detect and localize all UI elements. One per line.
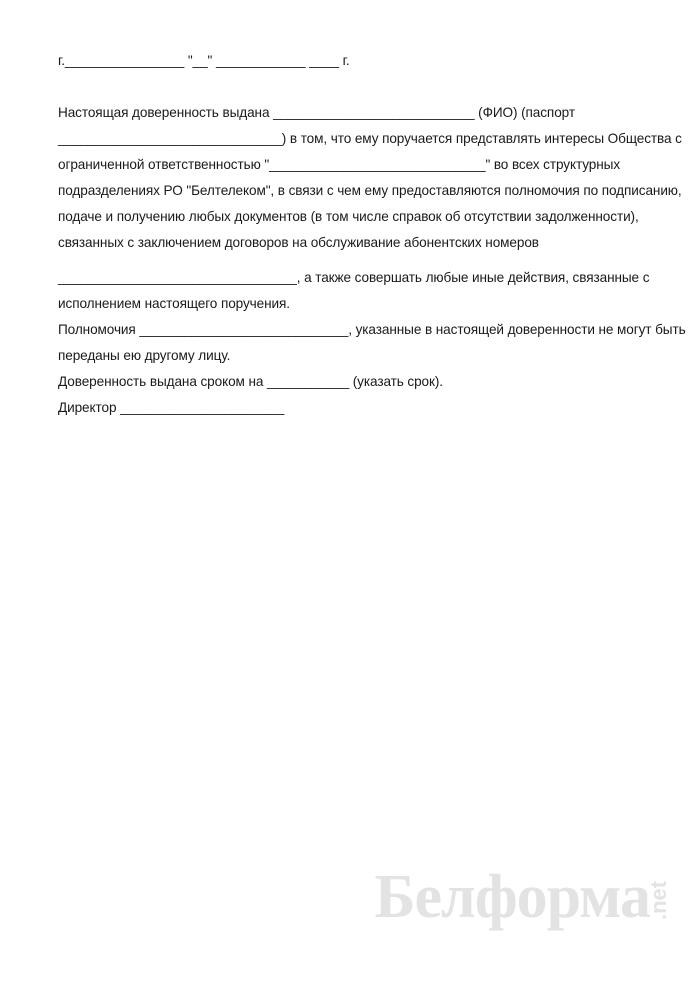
text-line: Настоящая доверенность выдана ___________________________ (ФИО) (паспорт — [58, 105, 575, 120]
text-line: подразделениях РО "Белтелеком", в связи с чем ему предоставляются полномочия по подписанию, — [58, 183, 682, 198]
signature-line: Директор ______________________ — [58, 400, 285, 415]
date-line: г.________________ "__" ____________ ____ г. — [58, 53, 350, 68]
watermark-logo: Белформа .net — [374, 863, 671, 931]
text-line: Полномочия ____________________________, указанные в настоящей доверенности не могут быть — [58, 322, 686, 337]
text-line: ограниченной ответственностью "_____________________________" во всех структурных — [58, 157, 621, 172]
text-line: Доверенность выдана сроком на ___________ (указать срок). — [58, 374, 443, 389]
text-line: исполнением настоящего поручения. — [58, 296, 290, 311]
text-line: ________________________________, а также совершать любые иные действия, связанные с — [58, 270, 650, 285]
text-line: связанных с заключением договоров на обслуживание абонентских номеров — [58, 235, 539, 250]
watermark-text: Белформа — [374, 863, 650, 931]
text-line: подаче и получению любых документов (в том числе справок об отсутствии задолженности), — [58, 209, 639, 224]
text-line: ______________________________) в том, что ему поручается представлять интересы Общества с — [58, 131, 682, 146]
text-line: переданы ею другому лицу. — [58, 348, 231, 363]
